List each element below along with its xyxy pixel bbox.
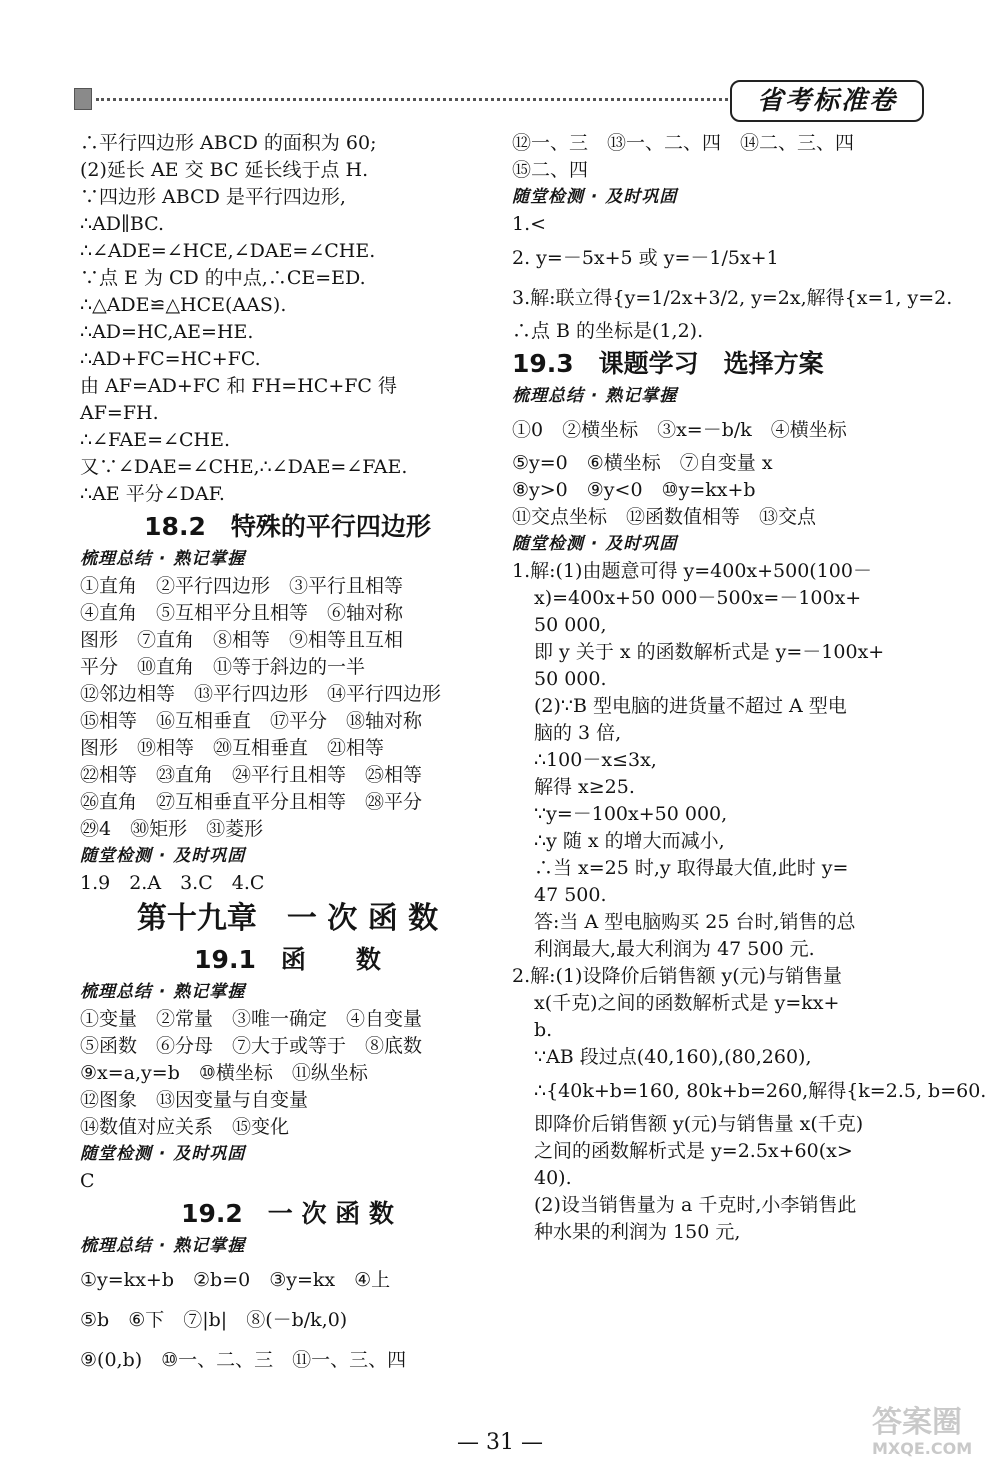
text-line: ∴AD∥BC. [80,213,165,235]
section-label: 随堂检测 · 及时巩固 [80,1144,246,1164]
text-line: (2)延长 AE 交 BC 延长线于点 H. [80,159,369,181]
text-line: ⑮相等 ⑯互相垂直 ⑰平分 ⑱轴对称 [80,710,423,732]
text-line: 图形 ⑲相等 ⑳互相垂直 ㉑相等 [80,737,385,759]
text-line: 答:当 A 型电脑购买 25 台时,销售的总 [534,911,856,933]
text-line: 之间的函数解析式是 y=2.5x+60(x> [534,1140,853,1162]
text-line: ㉙4 ㉚矩形 ㉛菱形 [80,818,264,840]
text-line: ⑤函数 ⑥分母 ⑦大于或等于 ⑧底数 [80,1035,423,1057]
section-heading: 19.2 一 次 函 数 [181,1199,394,1228]
text-line: ∴△ADE≌△HCE(AAS). [80,294,287,316]
watermark [872,1405,973,1460]
text-line: 47 500. [534,884,607,906]
section-label: 梳理总结 · 熟记掌握 [80,1236,246,1256]
text-line: 2. y=－5x+5 或 y=－1/5x+1 [512,247,779,269]
section-label: 梳理总结 · 熟记掌握 [80,549,246,569]
text-line: 3.解:联立得{y=1/2x+3/2, y=2x,解得{x=1, y=2. [512,287,953,309]
text-line: 1.9 2.A 3.C 4.C [80,872,265,894]
watermark-sub: MXQE.COM [872,1439,973,1458]
left-column [80,130,495,1380]
text-line: ∴AE 平分∠DAF. [80,483,225,505]
text-line: ⑮二、四 [512,159,589,181]
text-line: ⑪交点坐标 ⑫函数值相等 ⑬交点 [512,506,817,528]
section-label: 随堂检测 · 及时巩固 [512,187,678,207]
text-line: ⑫一、三 ⑬一、二、四 ⑭二、三、四 [512,132,855,154]
header-icon [74,88,92,110]
text-line: ⑭数值对应关系 ⑮变化 [80,1116,290,1138]
text-line: ∴{40k+b=160, 80k+b=260,解得{k=2.5, b=60. [534,1080,987,1102]
text-line: ∴y 随 x 的增大而减小, [534,830,725,852]
text-line: ⑨(0,b) ⑩一、二、三 ⑪一、三、四 [80,1349,407,1371]
text-line: 40). [534,1167,572,1189]
text-line: (2)设当销售量为 a 千克时,小李销售此 [534,1194,857,1216]
text-line: b. [534,1019,553,1041]
text-line: ①y=kx+b ②b=0 ③y=kx ④上 [80,1269,391,1291]
text-line: ④直角 ⑤互相平分且相等 ⑥轴对称 [80,602,404,624]
text-line: 又∵∠DAE=∠CHE,∴∠DAE=∠FAE. [80,456,408,478]
text-line: x)=400x+50 000－500x=－100x+ [534,587,862,609]
section-label: 梳理总结 · 熟记掌握 [80,982,246,1002]
text-line: ∵AB 段过点(40,160),(80,260), [534,1046,812,1068]
text-line: ⑤y=0 ⑥横坐标 ⑦自变量 x [512,452,773,474]
text-line: 1.< [512,213,547,235]
text-line: ∴点 B 的坐标是(1,2). [512,320,704,342]
text-line: 即 y 关于 x 的函数解析式是 y=－100x+ [534,641,885,663]
text-line: 解得 x≥25. [534,776,635,798]
text-line: ⑫邻边相等 ⑬平行四边形 ⑭平行四边形 [80,683,442,705]
text-line: ①变量 ②常量 ③唯一确定 ④自变量 [80,1008,423,1030]
text-line: ∴∠ADE=∠HCE,∠DAE=∠CHE. [80,240,376,262]
text-line: ∴∠FAE=∠CHE. [80,429,230,451]
text-line: ⑨x=a,y=b ⑩横坐标 ⑪纵坐标 [80,1062,368,1084]
text-line: ㉖直角 ㉗互相垂直平分且相等 ㉘平分 [80,791,423,813]
section-label: 梳理总结 · 熟记掌握 [512,386,678,406]
text-line: ∵y=－100x+50 000, [534,803,728,825]
section-heading: 第十九章 一 次 函 数 [136,901,439,936]
text-line: ∴当 x=25 时,y 取得最大值,此时 y= [534,857,849,879]
text-line: 平分 ⑩直角 ⑪等于斜边的一半 [80,656,366,678]
section-heading: 19.1 函 数 [194,945,381,974]
text-line: ①0 ②横坐标 ③x=－b/k ④横坐标 [512,419,847,441]
text-line: 2.解:(1)设降价后销售额 y(元)与销售量 [512,965,843,987]
text-line: ①直角 ②平行四边形 ③平行且相等 [80,575,404,597]
text-line: C [80,1170,95,1192]
text-line: (2)∵B 型电脑的进货量不超过 A 型电 [534,695,847,717]
text-line: 50 000, [534,614,607,636]
text-line: 脑的 3 倍, [534,722,622,744]
header-dotted-rule [96,98,728,101]
text-line: 1.解:(1)由题意可得 y=400x+500(100－ [512,560,872,582]
text-line: 图形 ⑦直角 ⑧相等 ⑨相等且互相 [80,629,404,651]
text-line: ⑤b ⑥下 ⑦|b| ⑧(－b/k,0) [80,1309,348,1331]
text-line: ∵点 E 为 CD 的中点,∴CE=ED. [80,267,366,289]
text-line: ∴AD=HC,AE=HE. [80,321,254,343]
text-line: ⑧y>0 ⑨y<0 ⑩y=kx+b [512,479,756,501]
text-line: ∵四边形 ABCD 是平行四边形, [80,186,346,208]
header-brand: 省考标准卷 [730,80,924,122]
section-label: 随堂检测 · 及时巩固 [80,846,246,866]
text-line: 由 AF=AD+FC 和 FH=HC+FC 得 [80,375,397,397]
watermark-main: 答案圈 [872,1405,962,1440]
section-heading: 19.3 课题学习 选择方案 [512,349,824,378]
text-line: AF=FH. [80,402,159,424]
text-line: 即降价后销售额 y(元)与销售量 x(千克) [534,1113,864,1135]
text-line: 种水果的利润为 150 元, [534,1221,741,1243]
right-column [512,130,987,1246]
text-line: ⑫图象 ⑬因变量与自变量 [80,1089,309,1111]
text-line: ㉒相等 ㉓直角 ㉔平行且相等 ㉕相等 [80,764,423,786]
text-line: ∴100－x≤3x, [534,749,657,771]
page-number: — 31 — [457,1430,543,1455]
text-line: x(千克)之间的函数解析式是 y=kx+ [534,992,840,1014]
text-line: 50 000. [534,668,607,690]
text-line: ∴AD+FC=HC+FC. [80,348,261,370]
text-line: ∴平行四边形 ABCD 的面积为 60; [80,132,377,154]
section-heading: 18.2 特殊的平行四边形 [144,512,431,541]
text-line: 利润最大,最大利润为 47 500 元. [534,938,815,960]
section-label: 随堂检测 · 及时巩固 [512,534,678,554]
